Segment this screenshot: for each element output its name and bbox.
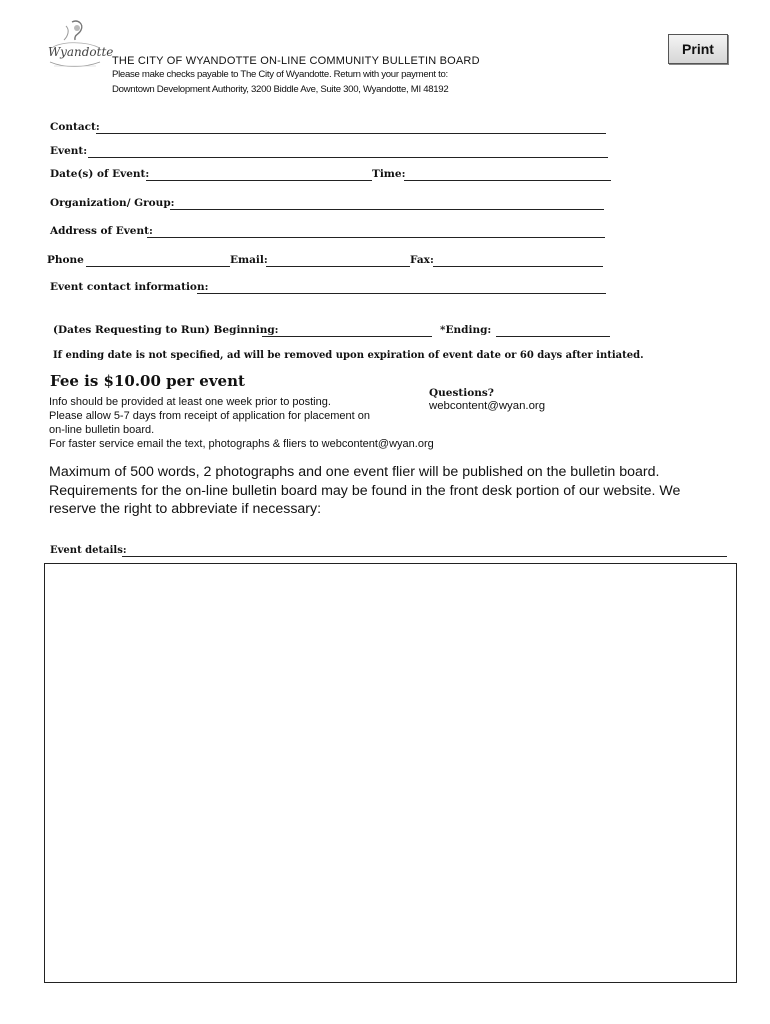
event-details-textarea[interactable] [44,563,737,983]
fee-heading: Fee is $10.00 per event [50,372,245,390]
info-line-3: on-line bulletin board. [49,424,155,436]
fax-field[interactable] [433,266,603,267]
email-label: Email: [230,254,268,266]
event-field[interactable] [88,157,608,158]
wyandotte-logo [44,18,114,76]
questions-email[interactable]: webcontent@wyan.org [429,400,546,412]
time-field[interactable] [404,180,611,181]
event-details-label: Event details: [50,545,127,556]
ending-note: If ending date is not specified, ad will be removed upon expiration of event date or 60 days after intiated. [53,350,644,361]
phone-field[interactable] [86,266,230,267]
email-field[interactable] [266,266,410,267]
info-line-4: For faster service email the text, photographs & fliers to webcontent@wyan.org [49,438,434,450]
ending-label: *Ending: [440,324,492,336]
maximum-paragraph: Maximum of 500 words, 2 photographs and one event flier will be published on the bulletin board. Requirements for the on-line bulletin board may be found in the front desk portion of our website. We reserve the right to abbreviate if necessary: [49,464,681,517]
phone-label: Phone [47,254,84,266]
organization-field[interactable] [170,209,604,210]
organization-label: Organization/ Group: [50,197,175,209]
event-contact-label: Event contact information: [50,281,209,293]
dates-label: Date(s) of Event: [50,168,150,180]
beginning-field[interactable] [262,336,432,337]
event-label: Event: [50,145,88,157]
logo-text: Wyandotte [48,45,114,59]
print-button[interactable]: Print [668,34,728,64]
questions-label: Questions? [429,387,494,399]
dates-field[interactable] [146,180,372,181]
address-label: Address of Event: [50,225,153,237]
header-address: Downtown Development Authority, 3200 Biddle Ave, Suite 300, Wyandotte, MI 48192 [112,84,449,95]
header-instructions: Please make checks payable to The City of Wyandotte. Return with your payment to: [112,69,448,80]
info-line-2: Please allow 5-7 days from receipt of application for placement on [49,410,371,422]
fax-label: Fax: [410,254,434,266]
header-title: THE CITY OF WYANDOTTE ON-LINE COMMUNITY BULLETIN BOARD [112,55,480,67]
ending-field[interactable] [496,336,610,337]
contact-field[interactable] [96,133,606,134]
contact-label: Contact: [50,121,100,133]
address-field[interactable] [147,237,605,238]
dates-requesting-label: (Dates Requesting to Run) Beginning: [53,324,279,336]
info-line-1: Info should be provided at least one week prior to posting. [49,396,331,408]
event-details-underline [122,556,727,557]
time-label: Time: [372,168,406,180]
event-contact-field[interactable] [197,293,606,294]
